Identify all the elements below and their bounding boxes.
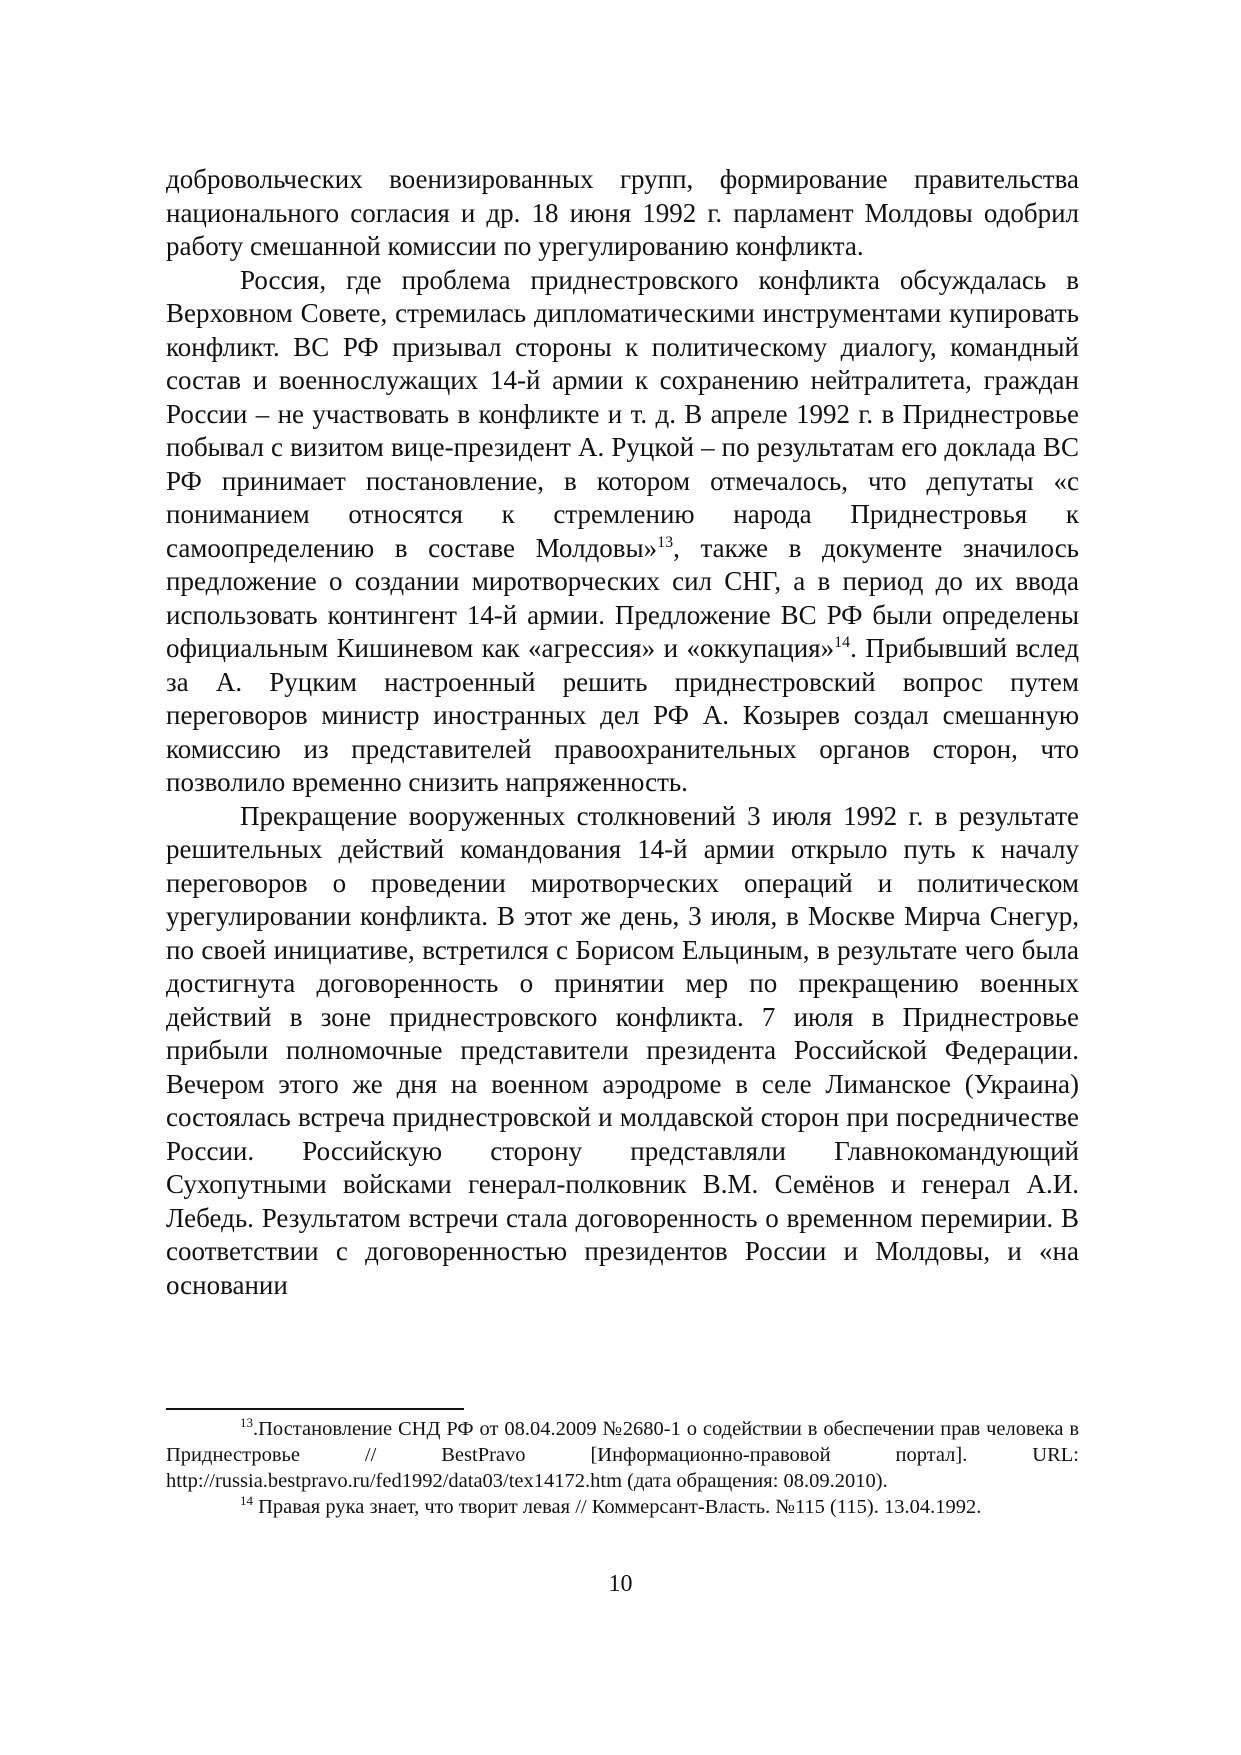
paragraph-3: Прекращение вооруженных столкновений 3 июля 1992 г. в результате решительных действий командования 14-й армии открыло путь к началу переговоров о проведении миротворческих операций и политическом урегулировании конфликта. В этот же день, 3 июля, в Москве Мирча Снегур, по своей инициативе, встретился с Борисом Ельциным, в результате чего была достигнута договоренность о принятии мер по прекращению военных действий в зоне приднестровского конфликта. 7 июля в Приднестровье прибыли полномочные представители президента Российской Федерации. Вечером этого же дня на военном аэродроме в селе Лиманское (Украина) состоялась встреча приднестровской и молдавской сторон при посредничестве России. Российскую сторону представляли Главнокомандующий Сухопутными войсками генерал-полковник В.М. Семёнов и генерал А.И. Лебедь. Результатом встречи стала договоренность о временном перемирии. В соответствии с договоренностью президентов России и Молдовы, и «на основании bbox=[166, 800, 1079, 1300]
footnote-ref-14[interactable]: 14 bbox=[834, 634, 851, 651]
body-text bbox=[166, 163, 1079, 1302]
footnote-ref-13[interactable]: 13 bbox=[657, 533, 674, 551]
footnote-14-number: 14 bbox=[240, 1493, 253, 1509]
footnote-13-number: 13 bbox=[240, 1415, 253, 1431]
footnotes bbox=[166, 1416, 1079, 1520]
footnote-14-text: Правая рука знает, что творит левая // Коммерсант-Власть. №115 (115). 13.04.1992. bbox=[253, 1496, 982, 1518]
paragraph-2 bbox=[166, 264, 1079, 800]
footnote-13 bbox=[166, 1416, 1079, 1494]
paragraph-1: добровольческих военизированных групп, формирование правительства национального согласия и др. 18 июня 1992 г. парламент Молдовы одобрил работу смешанной комиссии по урегулированию конфликта. bbox=[166, 164, 1079, 261]
footnote-13-text: .Постановление СНД РФ от 08.04.2009 №2680-1 о содействии в обеспечении прав человека в Приднестровье // BestPravo [Информационно-правовой портал]. URL: http://russia.bestpravo.ru/fed1992/data03/tex14172.htm (дата обращения: 08.09.2010). bbox=[166, 1418, 1079, 1492]
paragraph-2-part-3: . Прибывший вслед за А. Руцким настроенный решить приднестровский вопрос путем переговоров министр иностранных дел РФ А. Козырев создал смешанную комиссию из представителей правоохранительных органов сторон, что позволило временно снизить напряженность. bbox=[166, 633, 1079, 797]
footnote-14 bbox=[166, 1494, 1079, 1520]
footnote-separator bbox=[166, 1408, 464, 1410]
paragraph-2-part-2: , также в документе значилось предложение о создании миротворческих сил СНГ, а в период до их ввода использовать контингент 14-й армии. Предложение ВС РФ были определены официальным Кишиневом как «агрессия» и «оккупация» bbox=[166, 532, 1079, 663]
paragraph-2-part-1: Россия, где проблема приднестровского конфликта обсуждалась в Верховном Совете, стремилась дипломатическими инструментами купировать конфликт. ВС РФ призывал стороны к политическому диалогу, командный состав и военнослужащих 14-й армии к сохранению нейтралитета, граждан России – не участвовать в конфликте и т. д. В апреле 1992 г. в Приднестровье побывал с визитом вице-президент А. Руцкой – по результатам его доклада ВС РФ принимает постановление, в котором отмечалось, что депутаты «с пониманием относятся к стремлению народа Приднестровья к самоопределению в составе Молдовы» bbox=[166, 264, 1079, 563]
page-number: 10 bbox=[608, 1571, 633, 1597]
